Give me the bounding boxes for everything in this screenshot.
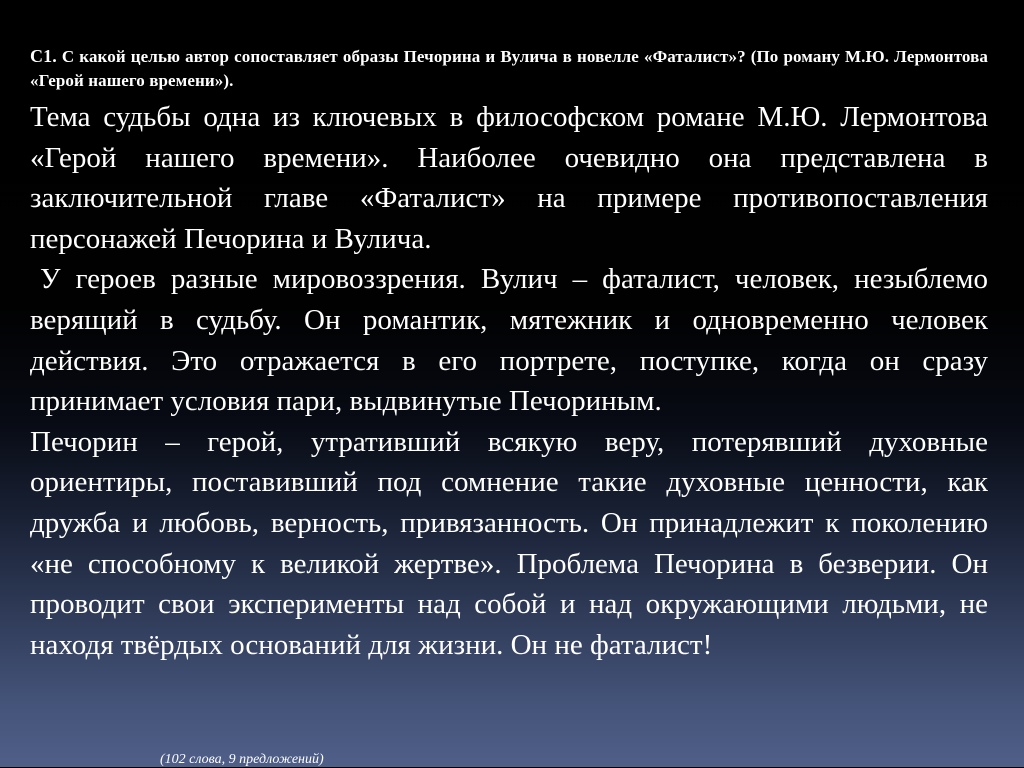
- slide-content: [30, 44, 988, 767]
- paragraph-vulich: У героев разные мировоззрения. Вулич – фаталист, человек, незыблемо верящий в судьбу. Он романтик, мятежник и одновременно человек действия. Это отражается в его портрете, поступке, когда он сразу принимает условия пари, выдвинутые Печориным.: [30, 263, 988, 418]
- word-count-note: (102 слова, 9 предложений): [160, 752, 324, 767]
- question-label: С1.: [30, 46, 57, 66]
- paragraph-pechorin: Печорин – герой, утративший всякую веру, потерявший духовные ориентиры, поставивший под сомнение такие духовные ценности, как дружба и любовь, верность, привязанность. Он принадлежит к поколению «не способному к великой жертве». Проблема Печорина в безверии. Он проводит свои эксперименты над собой и над окружающими людьми, не находя твёрдых оснований для жизни. Он не фаталист!: [30, 425, 988, 661]
- paragraph-theme: Тема судьбы одна из ключевых в философском романе М.Ю. Лермонтова «Герой нашего времени». Наиболее очевидно она представлена в заключительной главе «Фаталист» на примере противопоставления персонажей Печорина и Вулича.: [30, 101, 988, 255]
- question-heading: [30, 44, 988, 93]
- question-text: С какой целью автор сопоставляет образы Печорина и Вулича в новелле «Фаталист»? (По роману М.Ю. Лермонтова «Герой нашего времени»).: [30, 47, 988, 90]
